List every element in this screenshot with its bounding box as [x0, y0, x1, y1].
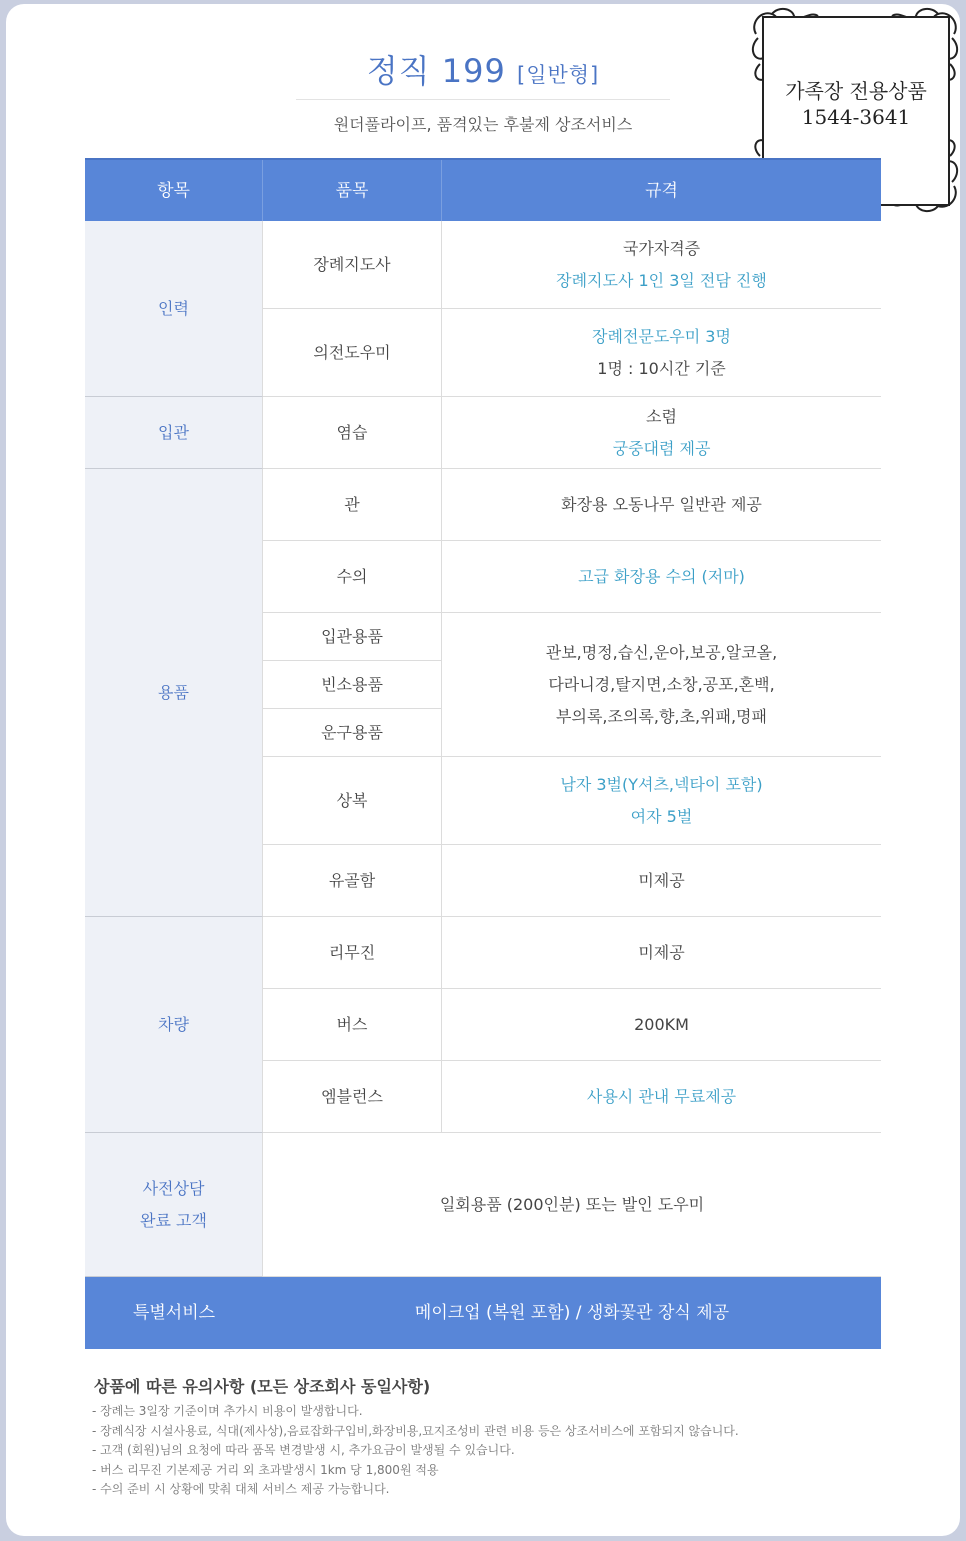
spec-bus: 200KM: [442, 989, 881, 1061]
note-item: - 장례는 3일장 기준이며 추가시 비용이 발생합니다.: [92, 1404, 363, 1418]
spec-line: 1명 : 10시간 기준: [597, 358, 726, 378]
category-supplies: 용품: [85, 469, 263, 917]
item-encoffin-supplies: 입관용품: [263, 613, 442, 661]
spec-shroud: 고급 화장용 수의 (저마): [442, 541, 881, 613]
note-item: - 고객 (회원)님의 요청에 따라 품목 변경발생 시, 추가요금이 발생될 수 있습니다.: [92, 1443, 515, 1457]
item-ambulance: 엠블런스: [263, 1061, 442, 1133]
spec-line-highlight: 궁중대렴 제공: [612, 438, 711, 458]
title-main: 정직 199: [366, 52, 506, 90]
item-funeral-director: 장례지도사: [263, 221, 442, 309]
spec-mourning-clothes: [442, 757, 881, 845]
spec-line-highlight: 여자 5벌: [630, 806, 693, 826]
page-subtitle: 원더풀라이프, 품격있는 후불제 상조서비스: [333, 115, 633, 134]
header-spec: 규격: [442, 160, 881, 221]
note-item: - 버스 리무진 기본제공 거리 외 초과발생시 1km 당 1,800원 적용: [92, 1462, 439, 1477]
title-sub: [일반형]: [517, 63, 600, 87]
category-line: 사전상담: [142, 1178, 205, 1198]
spec-line: 다라니경,탈지면,소창,공포,혼백,: [548, 674, 775, 694]
spec-coffin: 화장용 오동나무 일반관 제공: [442, 469, 881, 541]
title-divider: [296, 99, 670, 100]
spec-line-highlight: 장례지도사 1인 3일 전담 진행: [556, 270, 767, 290]
note-item: - 장례식장 시설사용료, 식대(제사상),음료잡화구입비,화장비용,묘지조성비 관련 비용 등은 상조서비스에 포함되지 않습니다.: [92, 1423, 739, 1438]
spec-ceremony-assistant: [442, 309, 881, 397]
item-mourning-clothes: 상복: [263, 757, 442, 845]
spec-supplies-list: [442, 613, 881, 757]
header-category: 항목: [85, 160, 263, 221]
notes-title: 상품에 따른 유의사항 (모든 상조회사 동일사항): [94, 1377, 431, 1396]
category-personnel: 인력: [85, 221, 263, 397]
spec-line-highlight: 남자 3벌(Y셔츠,넥타이 포함): [560, 774, 763, 794]
note-item: - 수의 준비 시 상황에 맞춰 대체 서비스 제공 가능합니다.: [92, 1482, 390, 1496]
spec-urn: 미제공: [442, 845, 881, 917]
spec-line: 관보,명정,습신,운아,보공,알코올,: [545, 642, 778, 662]
item-limousine: 리무진: [263, 917, 442, 989]
category-line: 완료 고객: [140, 1210, 207, 1230]
spec-ambulance: 사용시 관내 무료제공: [442, 1061, 881, 1133]
spec-pre-consultation: 일회용품 (200인분) 또는 발인 도우미: [263, 1133, 881, 1277]
header-item: 품목: [263, 160, 442, 221]
item-yeomseup: 염습: [263, 397, 442, 469]
spec-line: 소렴: [646, 406, 677, 426]
special-service-spec: 메이크업 (복원 포함) / 생화꽃관 장식 제공: [263, 1277, 881, 1349]
item-shroud: 수의: [263, 541, 442, 613]
spec-yeomseup: [442, 397, 881, 469]
spec-limousine: 미제공: [442, 917, 881, 989]
stamp-text: [762, 78, 950, 130]
category-pre-consultation: [85, 1133, 263, 1277]
spec-line-highlight: 장례전문도우미 3명: [592, 326, 731, 346]
stamp-line1: 가족장 전용상품: [785, 79, 927, 103]
item-coffin: 관: [263, 469, 442, 541]
item-urn: 유골함: [263, 845, 442, 917]
item-procession-supplies: 운구용품: [263, 709, 442, 757]
spec-line: 국가자격증: [622, 238, 701, 258]
item-bus: 버스: [263, 989, 442, 1061]
category-encoffining: 입관: [85, 397, 263, 469]
stamp-line2: 1544-3641: [801, 105, 911, 129]
item-altar-supplies: 빈소용품: [263, 661, 442, 709]
spec-line: 부의록,조의록,향,초,위패,명패: [556, 706, 767, 726]
item-ceremony-assistant: 의전도우미: [263, 309, 442, 397]
notes-list: [92, 1402, 739, 1500]
product-spec-table: [85, 158, 881, 1346]
spec-funeral-director: [442, 221, 881, 309]
category-vehicle: 차량: [85, 917, 263, 1133]
special-service-label: 특별서비스: [85, 1277, 263, 1349]
